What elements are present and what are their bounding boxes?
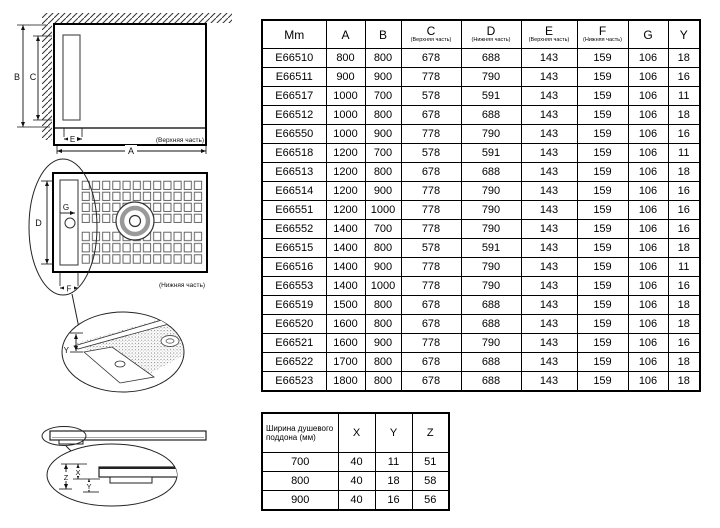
table-cell: 1400 xyxy=(326,239,365,258)
table-cell: 1000 xyxy=(326,87,365,106)
table-cell: E66511 xyxy=(262,68,326,87)
table-cell: 1000 xyxy=(365,201,401,220)
table-row xyxy=(262,453,449,472)
col-header-y: Y xyxy=(668,20,700,49)
width-table xyxy=(261,412,450,511)
table-cell: 159 xyxy=(577,258,628,277)
table-cell: 1200 xyxy=(326,201,365,220)
table-row xyxy=(262,491,449,511)
table-cell: 900 xyxy=(365,334,401,353)
table-cell: 1200 xyxy=(326,182,365,201)
table-row xyxy=(262,87,700,106)
table-cell: 1400 xyxy=(326,220,365,239)
table-cell: E66510 xyxy=(262,49,326,68)
table-cell: 18 xyxy=(668,239,700,258)
table-cell: 11 xyxy=(668,144,700,163)
dim-label-g: G xyxy=(62,203,70,212)
col-header-mm: Mm xyxy=(262,20,326,49)
drain-center xyxy=(130,216,141,227)
table-cell: 159 xyxy=(577,334,628,353)
top-view-diagram xyxy=(14,13,232,156)
table-cell: 143 xyxy=(521,353,577,372)
table-cell: 159 xyxy=(577,315,628,334)
table-cell: 800 xyxy=(365,353,401,372)
table-cell: 16 xyxy=(668,182,700,201)
table-cell: 1400 xyxy=(326,258,365,277)
table-cell: 143 xyxy=(521,106,577,125)
table-cell: 143 xyxy=(521,372,577,392)
table-cell: 900 xyxy=(365,125,401,144)
table-cell: 106 xyxy=(628,144,668,163)
channel-strip xyxy=(63,35,80,120)
table-cell: 159 xyxy=(577,353,628,372)
fixing-hole xyxy=(65,218,75,228)
table-cell: 1200 xyxy=(326,144,365,163)
table-cell: 143 xyxy=(521,49,577,68)
side-profile-bar xyxy=(50,431,206,440)
table-cell: 143 xyxy=(521,296,577,315)
edge-detail-callout xyxy=(47,444,181,506)
table-cell: 800 xyxy=(365,239,401,258)
table-cell: 106 xyxy=(628,239,668,258)
wall-hatch-top xyxy=(42,13,232,23)
col-header-a: A xyxy=(326,20,365,49)
col-header-c: C (Верхняя часть) xyxy=(401,20,461,49)
bottom-view-diagram xyxy=(29,159,207,328)
table-row xyxy=(262,106,700,125)
table-cell: 40 xyxy=(338,491,375,511)
table-cell: 790 xyxy=(461,258,521,277)
table-cell: E66520 xyxy=(262,315,326,334)
table-cell: 159 xyxy=(577,144,628,163)
table-row xyxy=(262,372,700,392)
table-row xyxy=(262,296,700,315)
table-cell: 800 xyxy=(262,472,338,491)
table-cell: 159 xyxy=(577,49,628,68)
table-cell: 143 xyxy=(521,315,577,334)
corner-detail-callout xyxy=(62,312,190,392)
dim-label-b: B xyxy=(13,72,21,82)
wall-hatch-left xyxy=(42,23,52,140)
table-cell: 106 xyxy=(628,220,668,239)
dim-label-z: Z xyxy=(63,473,69,482)
table-cell: 159 xyxy=(577,68,628,87)
table-row xyxy=(262,220,700,239)
table-cell: 143 xyxy=(521,144,577,163)
table-cell: 678 xyxy=(401,49,461,68)
table-cell: 790 xyxy=(461,277,521,296)
table-cell: 40 xyxy=(338,472,375,491)
table-cell: 790 xyxy=(461,68,521,87)
table-cell: E66523 xyxy=(262,372,326,392)
side-profile-boss xyxy=(59,440,83,444)
table-cell: 900 xyxy=(365,182,401,201)
table-cell: 700 xyxy=(365,144,401,163)
col-header-f: F (Нижняя часть) xyxy=(577,20,628,49)
table-cell: 16 xyxy=(668,125,700,144)
flange-hole xyxy=(115,361,125,367)
table-cell: 106 xyxy=(628,258,668,277)
table-cell: 18 xyxy=(668,353,700,372)
table-cell: 688 xyxy=(461,296,521,315)
table-cell: 106 xyxy=(628,296,668,315)
table-row xyxy=(262,182,700,201)
table-cell: 56 xyxy=(412,491,449,511)
table-cell: 591 xyxy=(461,87,521,106)
table-cell: 143 xyxy=(521,87,577,106)
table-cell: 900 xyxy=(262,491,338,511)
dim-label-a: A xyxy=(127,146,135,156)
table-cell: 578 xyxy=(401,239,461,258)
table-cell: 51 xyxy=(412,453,449,472)
table-row xyxy=(262,68,700,87)
table-row xyxy=(262,201,700,220)
table-cell: 106 xyxy=(628,68,668,87)
table-cell: 16 xyxy=(375,491,412,511)
col-header-z2: Z xyxy=(412,413,449,453)
table-cell: 678 xyxy=(401,296,461,315)
table-row xyxy=(262,258,700,277)
table-cell: 790 xyxy=(461,182,521,201)
table-cell: 159 xyxy=(577,372,628,392)
table-cell: 1600 xyxy=(326,315,365,334)
table-cell: 800 xyxy=(326,49,365,68)
table-cell: 778 xyxy=(401,182,461,201)
table-cell: 1400 xyxy=(326,277,365,296)
table-cell: 11 xyxy=(668,87,700,106)
table-cell: 900 xyxy=(365,68,401,87)
header-row xyxy=(262,413,449,453)
table-row xyxy=(262,334,700,353)
table-cell: 16 xyxy=(668,201,700,220)
col-header-width: Ширина душевого поддона (мм) xyxy=(262,413,338,453)
dim-label-f: F xyxy=(66,284,72,294)
technical-diagram xyxy=(0,0,258,528)
table-cell: 11 xyxy=(375,453,412,472)
table-cell: 18 xyxy=(668,163,700,182)
col-header-y3: Y xyxy=(375,413,412,453)
table-cell: 18 xyxy=(668,296,700,315)
table-cell: 678 xyxy=(401,353,461,372)
table-cell: 1000 xyxy=(326,106,365,125)
callout-leader-line xyxy=(72,294,79,328)
table-cell: E66551 xyxy=(262,201,326,220)
table-cell: 106 xyxy=(628,201,668,220)
table-cell: 800 xyxy=(365,372,401,392)
table-cell: 18 xyxy=(668,49,700,68)
table-cell: 800 xyxy=(365,296,401,315)
table-cell: E66521 xyxy=(262,334,326,353)
top-view-caption: (Верхняя часть) xyxy=(155,137,204,144)
table-cell: E66519 xyxy=(262,296,326,315)
table-cell: 106 xyxy=(628,163,668,182)
table-cell: 143 xyxy=(521,277,577,296)
dim-label-c: C xyxy=(29,72,37,82)
table-cell: 106 xyxy=(628,353,668,372)
dim-label-y-detail: Y xyxy=(63,346,69,355)
table-row xyxy=(262,163,700,182)
table-cell: 18 xyxy=(375,472,412,491)
table-cell: 700 xyxy=(262,453,338,472)
table-cell: 678 xyxy=(401,106,461,125)
col-header-x2: X xyxy=(338,413,375,453)
table-cell: 778 xyxy=(401,277,461,296)
table-cell: 106 xyxy=(628,315,668,334)
edge-profile-boss xyxy=(110,477,152,483)
bottom-view-caption: (Нижняя часть) xyxy=(158,282,205,289)
table-cell: E66512 xyxy=(262,106,326,125)
table-cell: 18 xyxy=(668,372,700,392)
table-cell: 591 xyxy=(461,144,521,163)
table-row xyxy=(262,472,449,491)
table-row xyxy=(262,315,700,334)
table-cell: 688 xyxy=(461,372,521,392)
table-cell: 591 xyxy=(461,239,521,258)
table-cell: 778 xyxy=(401,334,461,353)
table-cell: 800 xyxy=(365,163,401,182)
table-cell: 16 xyxy=(668,334,700,353)
table-cell: 106 xyxy=(628,182,668,201)
dim-label-e: E xyxy=(69,135,76,144)
table-cell: 159 xyxy=(577,296,628,315)
table-cell: 678 xyxy=(401,372,461,392)
table-cell: 1200 xyxy=(326,163,365,182)
table-cell: 778 xyxy=(401,125,461,144)
table-cell: 143 xyxy=(521,201,577,220)
table-cell: 159 xyxy=(577,277,628,296)
table-cell: 688 xyxy=(461,163,521,182)
table-cell: E66522 xyxy=(262,353,326,372)
table-cell: 700 xyxy=(365,87,401,106)
table-cell: E66516 xyxy=(262,258,326,277)
table-cell: E66518 xyxy=(262,144,326,163)
table-cell: 143 xyxy=(521,68,577,87)
table-cell: 18 xyxy=(668,106,700,125)
table-cell: 58 xyxy=(412,472,449,491)
col-header-e: E (Верхняя часть) xyxy=(521,20,577,49)
table-cell: 143 xyxy=(521,334,577,353)
table-cell: 688 xyxy=(461,315,521,334)
table-cell: 800 xyxy=(365,106,401,125)
table-row xyxy=(262,353,700,372)
table-cell: 16 xyxy=(668,220,700,239)
table-row xyxy=(262,144,700,163)
table-cell: 143 xyxy=(521,239,577,258)
drain-oval-center xyxy=(166,339,174,343)
table-cell: 159 xyxy=(577,220,628,239)
dim-label-y2: Y xyxy=(86,482,92,491)
table-cell: 143 xyxy=(521,125,577,144)
table-cell: 778 xyxy=(401,201,461,220)
table-cell: 40 xyxy=(338,453,375,472)
table-cell: 159 xyxy=(577,106,628,125)
table-cell: 790 xyxy=(461,334,521,353)
table-cell: 900 xyxy=(326,68,365,87)
table-cell: 16 xyxy=(668,277,700,296)
table-cell: 688 xyxy=(461,353,521,372)
table-row xyxy=(262,49,700,68)
table-cell: 106 xyxy=(628,125,668,144)
table-cell: 106 xyxy=(628,334,668,353)
table-cell: E66514 xyxy=(262,182,326,201)
table-cell: 159 xyxy=(577,182,628,201)
table-cell: 778 xyxy=(401,68,461,87)
table-cell: 688 xyxy=(461,49,521,68)
table-cell: E66550 xyxy=(262,125,326,144)
table-cell: 678 xyxy=(401,315,461,334)
col-header-b: B xyxy=(365,20,401,49)
table-cell: 1000 xyxy=(365,277,401,296)
table-cell: 790 xyxy=(461,201,521,220)
table-row xyxy=(262,239,700,258)
table-cell: E66552 xyxy=(262,220,326,239)
table-cell: 1000 xyxy=(326,125,365,144)
table-row xyxy=(262,277,700,296)
table-cell: 143 xyxy=(521,258,577,277)
table-cell: E66553 xyxy=(262,277,326,296)
table-cell: 143 xyxy=(521,182,577,201)
dimensions-table xyxy=(261,19,701,392)
table-cell: 578 xyxy=(401,87,461,106)
table-cell: 1800 xyxy=(326,372,365,392)
table-cell: 106 xyxy=(628,372,668,392)
table-cell: 800 xyxy=(365,49,401,68)
table-cell: 790 xyxy=(461,125,521,144)
table-cell: 800 xyxy=(365,315,401,334)
header-row xyxy=(262,20,700,49)
table-cell: 778 xyxy=(401,258,461,277)
table-cell: 143 xyxy=(521,163,577,182)
table-cell: 900 xyxy=(365,258,401,277)
table-cell: 16 xyxy=(668,68,700,87)
table-cell: 790 xyxy=(461,220,521,239)
dim-label-x: X xyxy=(75,468,81,477)
table-row xyxy=(262,125,700,144)
table-cell: E66513 xyxy=(262,163,326,182)
table-cell: 688 xyxy=(461,106,521,125)
table-cell: 18 xyxy=(668,315,700,334)
table-cell: 143 xyxy=(521,220,577,239)
table-cell: 106 xyxy=(628,106,668,125)
dim-label-d: D xyxy=(35,218,42,228)
table-cell: 159 xyxy=(577,125,628,144)
table-cell: 159 xyxy=(577,163,628,182)
col-header-d: D (Нижняя часть) xyxy=(461,20,521,49)
table-cell: 106 xyxy=(628,277,668,296)
table-cell: 1700 xyxy=(326,353,365,372)
table-cell: 159 xyxy=(577,239,628,258)
table-cell: 700 xyxy=(365,220,401,239)
table-cell: 159 xyxy=(577,201,628,220)
table-cell: 11 xyxy=(668,258,700,277)
table-cell: 1500 xyxy=(326,296,365,315)
table-cell: 1600 xyxy=(326,334,365,353)
table-cell: 106 xyxy=(628,49,668,68)
table-cell: 106 xyxy=(628,87,668,106)
table-cell: 578 xyxy=(401,144,461,163)
table-cell: 678 xyxy=(401,163,461,182)
table-cell: 778 xyxy=(401,220,461,239)
col-header-g: G xyxy=(628,20,668,49)
table-cell: 159 xyxy=(577,87,628,106)
table-cell: E66515 xyxy=(262,239,326,258)
table-cell: E66517 xyxy=(262,87,326,106)
